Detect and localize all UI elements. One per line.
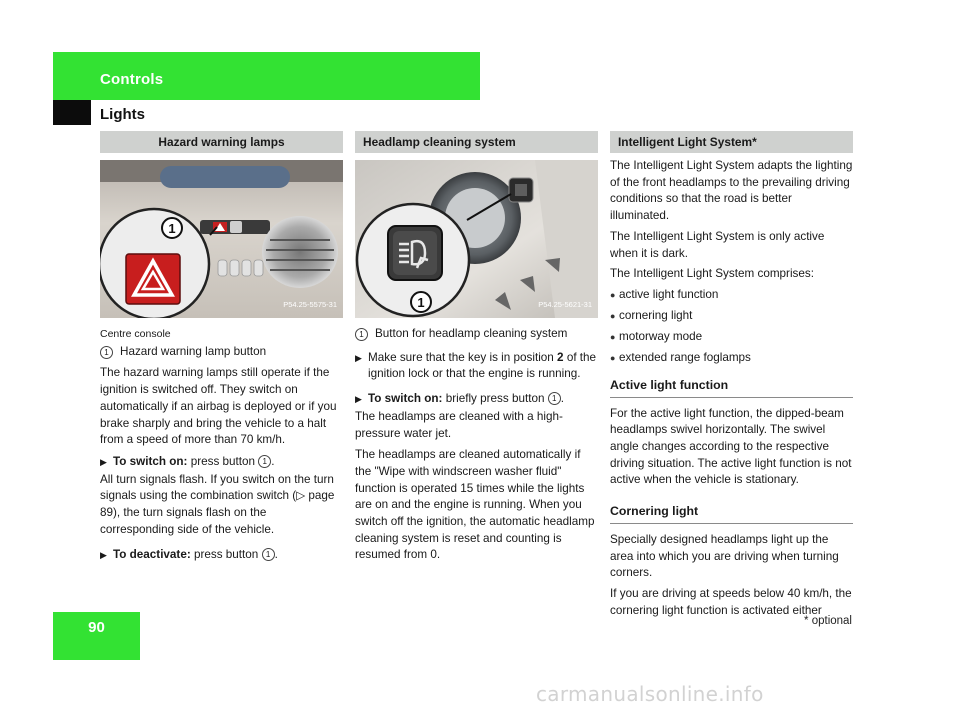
centre-console-illustration — [100, 160, 343, 318]
ils-feature-list — [610, 287, 853, 367]
section-title: Lights — [100, 106, 145, 123]
step-switch-on: ▶ To switch on: briefly press button 1 . — [355, 391, 598, 408]
watermark: carmanualsonline.info — [536, 682, 764, 706]
bullet-icon: ● — [610, 311, 616, 322]
heading-intelligent-light-system: Intelligent Light System* — [610, 131, 853, 153]
inline-number: 1 — [548, 392, 561, 405]
optional-footnote: * optional — [804, 615, 852, 627]
subheading-active-light: Active light function — [610, 377, 853, 398]
hazard-description: The hazard warning lamps still operate if the ignition is switched off. They switch on automatically if an airbag is deployed or if you brake sharply and bring the vehicle to a halt from a speed of more than 70 km/h. — [100, 366, 337, 447]
ils-comprises: The Intelligent Light System comprises: — [610, 267, 814, 281]
bullet-icon: ● — [610, 332, 616, 343]
step-deactivate: ▶ To deactivate: press button 1 . — [100, 547, 343, 564]
photo-callout-1: 1 — [417, 295, 425, 310]
list-item: ● cornering light — [610, 308, 853, 325]
bullet-icon: ● — [610, 353, 616, 364]
list-item: ● motorway mode — [610, 329, 853, 346]
legend-item — [355, 326, 598, 343]
legend-item — [100, 344, 343, 361]
step-arrow-icon: ▶ — [355, 394, 362, 405]
step-switch-on-detail: All turn signals flash. If you switch on the turn signals using the combination switch (▷ page 89), the turn signals flash on the corresponding side of the vehicle. — [100, 472, 335, 536]
inline-number: 1 — [258, 455, 271, 468]
active-light-text: For the active light function, the dipped-beam headlamps swivel horizontally. The swivel angle changes according to the respective driving situation. The active light function is not active when the vehicle is stationary. — [610, 406, 852, 487]
cornering-light-text-1: Specially designed headlamps light up the area into which you are driving when turning corners. — [610, 532, 839, 580]
legend-text: Hazard warning lamp button — [120, 344, 267, 358]
bullet-icon: ● — [610, 289, 616, 300]
heading-hazard-warning-lamps: Hazard warning lamps — [100, 131, 343, 153]
heading-headlamp-cleaning: Headlamp cleaning system — [355, 131, 598, 153]
list-item: ● extended range foglamps — [610, 350, 853, 367]
page-number: 90 — [88, 619, 105, 636]
section-tab — [53, 100, 91, 125]
column-hazard-warning — [100, 131, 343, 565]
list-item: ● active light function — [610, 287, 853, 304]
photo-centre-console — [100, 160, 343, 318]
inline-number: 1 — [262, 548, 275, 561]
headlamp-button-illustration — [355, 160, 598, 318]
cornering-light-text-2: If you are driving at speeds below 40 km/h, the cornering light function is activated either — [610, 586, 852, 617]
chapter-title: Controls — [100, 71, 164, 88]
photo-callout-1: 1 — [168, 221, 176, 236]
step-arrow-icon: ▶ — [100, 550, 107, 561]
step-arrow-icon: ▶ — [355, 352, 362, 363]
photo-code: P54.25-5575-31 — [283, 300, 337, 310]
step-switch-on-detail: The headlamps are cleaned with a high-pressure water jet. — [355, 409, 563, 440]
ils-dark-note: The Intelligent Light System is only active when it is dark. — [610, 229, 825, 260]
legend-text: Button for headlamp cleaning system — [375, 327, 568, 340]
legend-number: 1 — [355, 328, 368, 341]
column-headlamp-cleaning — [355, 131, 598, 568]
step-arrow-icon: ▶ — [100, 456, 107, 467]
photo-headlamp-button — [355, 160, 598, 318]
column-intelligent-light — [610, 131, 853, 623]
photo-code: P54.25-5621-31 — [538, 300, 592, 310]
step-check-key: ▶ Make sure that the key is in position 2 of the ignition lock or that the engine is running. — [355, 350, 598, 383]
subheading-cornering-light: Cornering light — [610, 503, 853, 524]
legend-number: 1 — [100, 346, 113, 359]
step-switch-on: ▶ To switch on: press button 1 . — [100, 454, 343, 471]
ils-intro: The Intelligent Light System adapts the lighting of the front headlamps to the prevailing driving conditions so that the road is better illuminated. — [610, 159, 853, 223]
photo-caption: Centre console — [100, 328, 171, 340]
headlamp-auto-cleaning-text: The headlamps are cleaned automatically if the "Wipe with windscreen washer fluid" function is operated 15 times while the lights are on and the engine is running. When you switch off the ignition, the automatic headlamp cleaning system is reset and counting is resumed from 0. — [355, 448, 595, 562]
